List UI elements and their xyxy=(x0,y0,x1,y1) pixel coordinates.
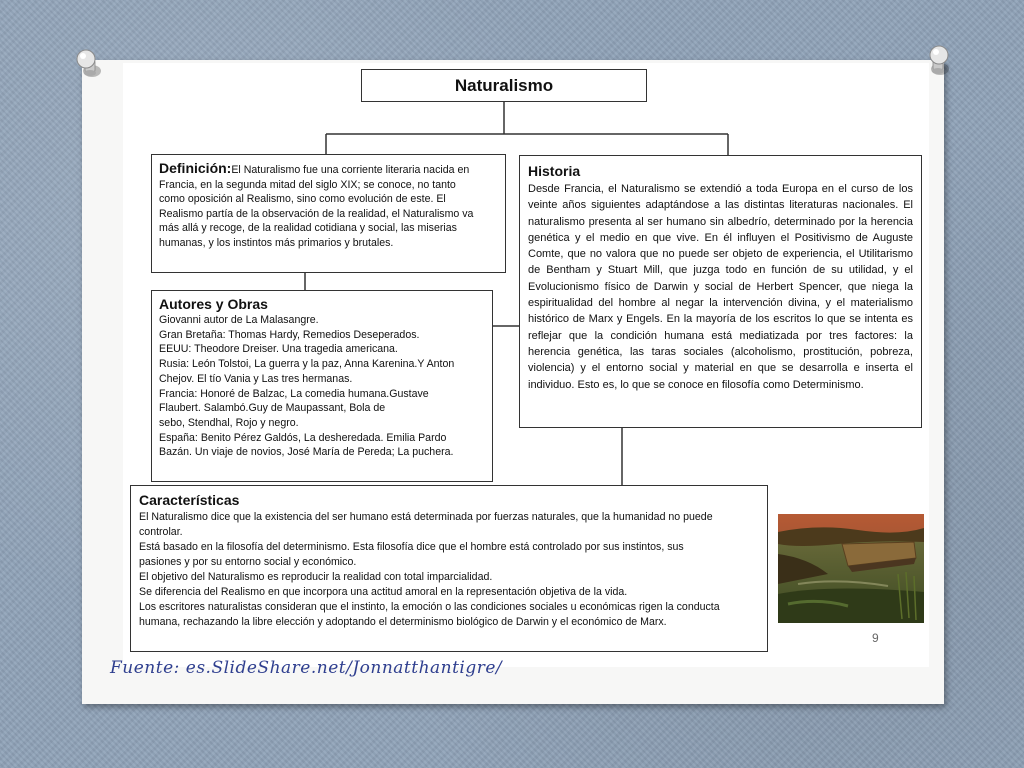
caracteristicas-box xyxy=(130,485,768,652)
autores-line: Chejov. El tío Vania y Las tres hermanas. xyxy=(159,372,353,385)
historia-heading: Historia xyxy=(528,163,581,179)
definicion-box xyxy=(151,154,506,273)
historia-text: Desde Francia, el Naturalismo se extendió a toda Europa en el curso de los veinte años siguientes adaptándose a las distintas literaturas nacionales. El naturalismo presenta al ser humano sin albedrío, determinado por la herencia genética y el medio en que vive. En él influyen el Positivismo de Auguste Comte, que no valora que no puede ser objeto de experiencia, el Utilitarismo de Bentham y Stuart Mill, que juzga todo en función de su utilidad, y el Evolucionismo físico de Darwin y social de Herbert Spencer, que niega la espiritualidad del hombre al negar la intervención divina, y el materialismo histórico de Marx y Engels. En la mayoría de los escritos lo que se intenta es reflejar que la condición humana está mediatizada por tres factores: la herencia genética, las taras sociales (alcoholismo, prostitución, pobreza, violencia) y el entorno social y material en que se desarrolla e inserta el individuo. Esto es, lo que se conoce en filosofía como Determinismo. xyxy=(528,183,913,391)
definicion-line: Realismo partía de la observación de la realidad, el Naturalismo va xyxy=(159,207,474,220)
page-number: 9 xyxy=(872,631,879,645)
source-caption: Fuente: es.SlideShare.net/Jonnatthantigre/ xyxy=(110,658,503,678)
definicion-line: Francia, en la segunda mitad del siglo XIX; se conoce, no tanto xyxy=(159,178,456,191)
definicion-line: más allá y recoge, de la realidad cotidiana y social, las miserias xyxy=(159,222,457,235)
caracteristicas-line: Está basado en la filosofía del determinismo. Esta filosofía dice que el hombre está controlado por sus instintos, sus xyxy=(139,541,684,553)
definicion-first-line: El Naturalismo fue una corriente literaria nacida en xyxy=(231,164,470,176)
autores-line: EEUU: Theodore Dreiser. Una tragedia americana. xyxy=(159,343,398,356)
caracteristicas-line: El objetivo del Naturalismo es reproducir la realidad con total imparcialidad. xyxy=(139,571,493,583)
autores-line: sebo, Stendhal, Rojo y negro. xyxy=(159,416,299,429)
title-box xyxy=(361,69,647,102)
autores-heading: Autores y Obras xyxy=(159,296,268,312)
caracteristicas-heading: Características xyxy=(139,492,240,508)
autores-line: Bazán. Un viaje de novios, José María de Pereda; La puchera. xyxy=(159,446,454,459)
definicion-heading: Definición: xyxy=(159,160,232,176)
pin-icon xyxy=(920,42,956,78)
pin-icon xyxy=(71,45,107,81)
caracteristicas-line: controlar. xyxy=(139,526,183,538)
autores-line: Flaubert. Salambó.Guy de Maupassant, Bola de xyxy=(159,402,386,415)
caracteristicas-line: humana, rechazando la libre elección y adoptando el determinismo biológico de Darwin y el económico de Marx. xyxy=(139,616,667,628)
historia-box xyxy=(519,155,922,428)
definicion-line: humanas, y los instintos más primarios y brutales. xyxy=(159,236,394,249)
autores-box xyxy=(151,290,493,482)
slide-title: Naturalismo xyxy=(454,75,554,95)
autores-line: Gran Bretaña: Thomas Hardy, Remedios Deseperados. xyxy=(159,328,420,341)
autores-line: España: Benito Pérez Galdós, La desheredada. Emilia Pardo xyxy=(159,431,447,444)
landscape-painting xyxy=(778,514,924,623)
definicion-line: como oposición al Realismo, sino como evolución de este. El xyxy=(159,193,446,206)
autores-line: Francia: Honoré de Balzac, La comedia humana.Gustave xyxy=(159,387,429,400)
caracteristicas-line: pasiones y por su entorno social y económico. xyxy=(139,556,357,568)
caracteristicas-line: Se diferencia del Realismo en que incorpora una actitud amoral en la representación objetiva de la vida. xyxy=(139,586,628,598)
autores-line: Giovanni autor de La Malasangre. xyxy=(159,314,319,326)
autores-line: Rusia: León Tolstoi, La guerra y la paz, Anna Karenina.Y Anton xyxy=(159,358,455,371)
caracteristicas-line: El Naturalismo dice que la existencia del ser humano está determinada por fuerzas naturales, que la humanidad no puede xyxy=(139,511,713,523)
caracteristicas-line: Los escritores naturalistas consideran que el instinto, la emoción o las condiciones sociales u económicas rigen la conducta xyxy=(139,601,720,613)
